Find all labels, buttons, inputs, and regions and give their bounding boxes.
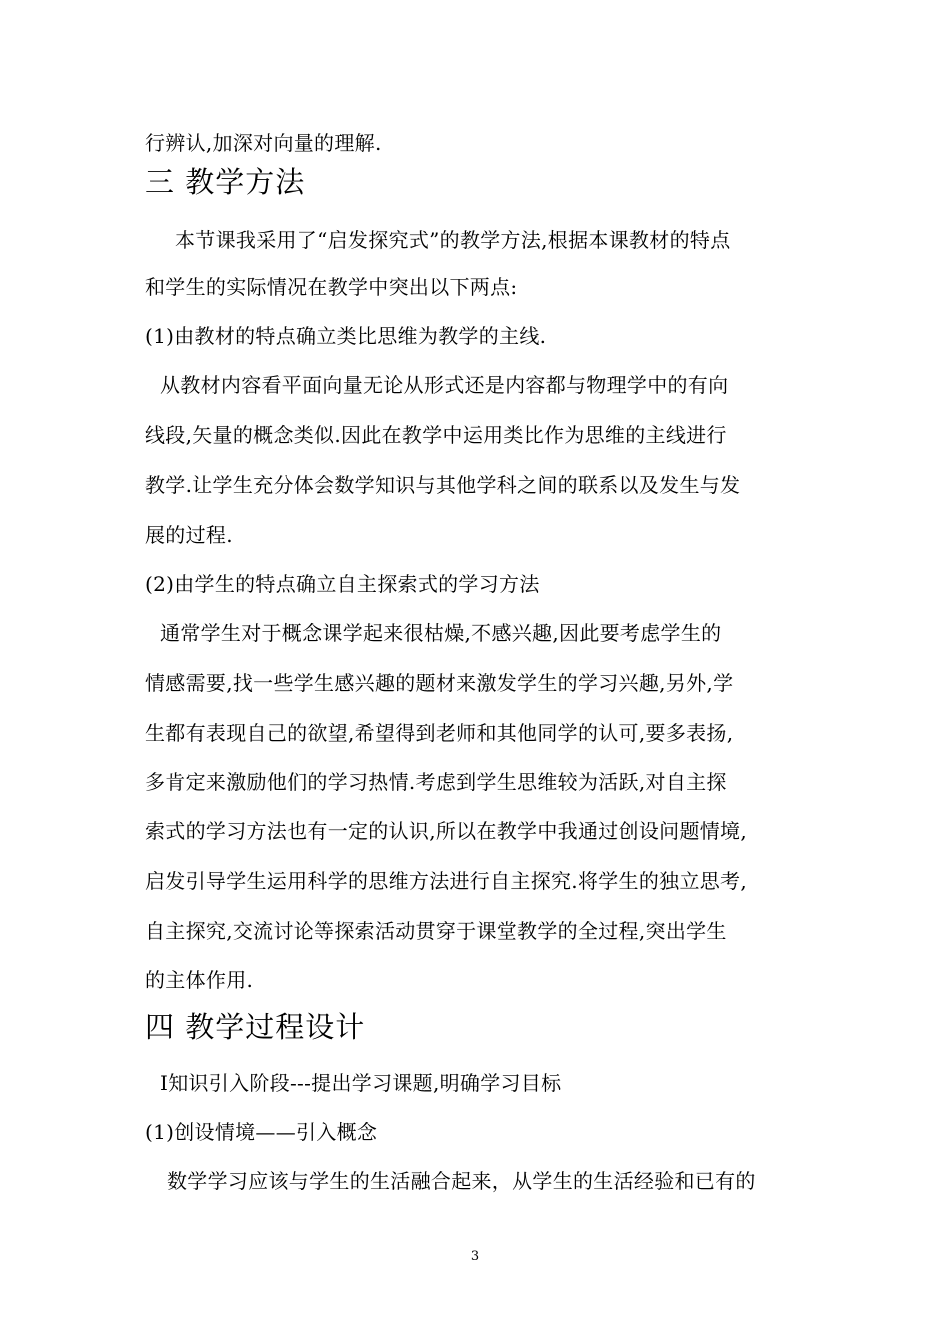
paragraph-line: (1)由教材的特点确立类比思维为教学的主线. [145, 324, 547, 348]
paragraph-line: 数学学习应该与学生的生活融合起来，从学生的生活经验和已有的 [167, 1169, 756, 1193]
section-heading: 四 教学过程设计 [145, 1010, 366, 1044]
paragraph-line: 本节课我采用了“启发探究式”的教学方法,根据本课教材的特点 [175, 228, 731, 252]
section-heading: 三 教学方法 [145, 165, 306, 199]
paragraph-line: 教学.让学生充分体会数学知识与其他学科之间的联系以及发生与发 [145, 473, 741, 497]
paragraph-line: Ⅰ知识引入阶段---提出学习课题,明确学习目标 [160, 1071, 562, 1095]
paragraph-line: 情感需要,找一些学生感兴趣的题材来激发学生的学习兴趣,另外,学 [145, 671, 734, 695]
paragraph-line: 通常学生对于概念课学起来很枯燥,不感兴趣,因此要考虑学生的 [160, 621, 722, 645]
page-number: 3 [470, 1249, 480, 1264]
paragraph-line: (1)创设情境——引入概念 [145, 1120, 378, 1144]
paragraph-line: 索式的学习方法也有一定的认识,所以在教学中我通过创设问题情境, [145, 819, 748, 843]
paragraph-line: 和学生的实际情况在教学中突出以下两点: [145, 275, 518, 299]
paragraph-line: 自主探究,交流讨论等探索活动贯穿于课堂教学的全过程,突出学生 [145, 919, 727, 943]
paragraph-line: 行辨认,加深对向量的理解. [145, 131, 382, 155]
paragraph-line: 启发引导学生运用科学的思维方法进行自主探究.将学生的独立思考, [145, 869, 748, 893]
paragraph-line: 展的过程. [145, 523, 233, 547]
paragraph-line: (2)由学生的特点确立自主探索式的学习方法 [145, 572, 540, 596]
paragraph-line: 生都有表现自己的欲望,希望得到老师和其他同学的认可,要多表扬, [145, 721, 734, 745]
paragraph-line: 多肯定来激励他们的学习热情.考虑到学生思维较为活跃,对自主探 [145, 770, 727, 794]
paragraph-line: 的主体作用. [145, 968, 254, 992]
paragraph-line: 从教材内容看平面向量无论从形式还是内容都与物理学中的有向 [160, 373, 729, 397]
paragraph-line: 线段,矢量的概念类似.因此在教学中运用类比作为思维的主线进行 [145, 423, 727, 447]
